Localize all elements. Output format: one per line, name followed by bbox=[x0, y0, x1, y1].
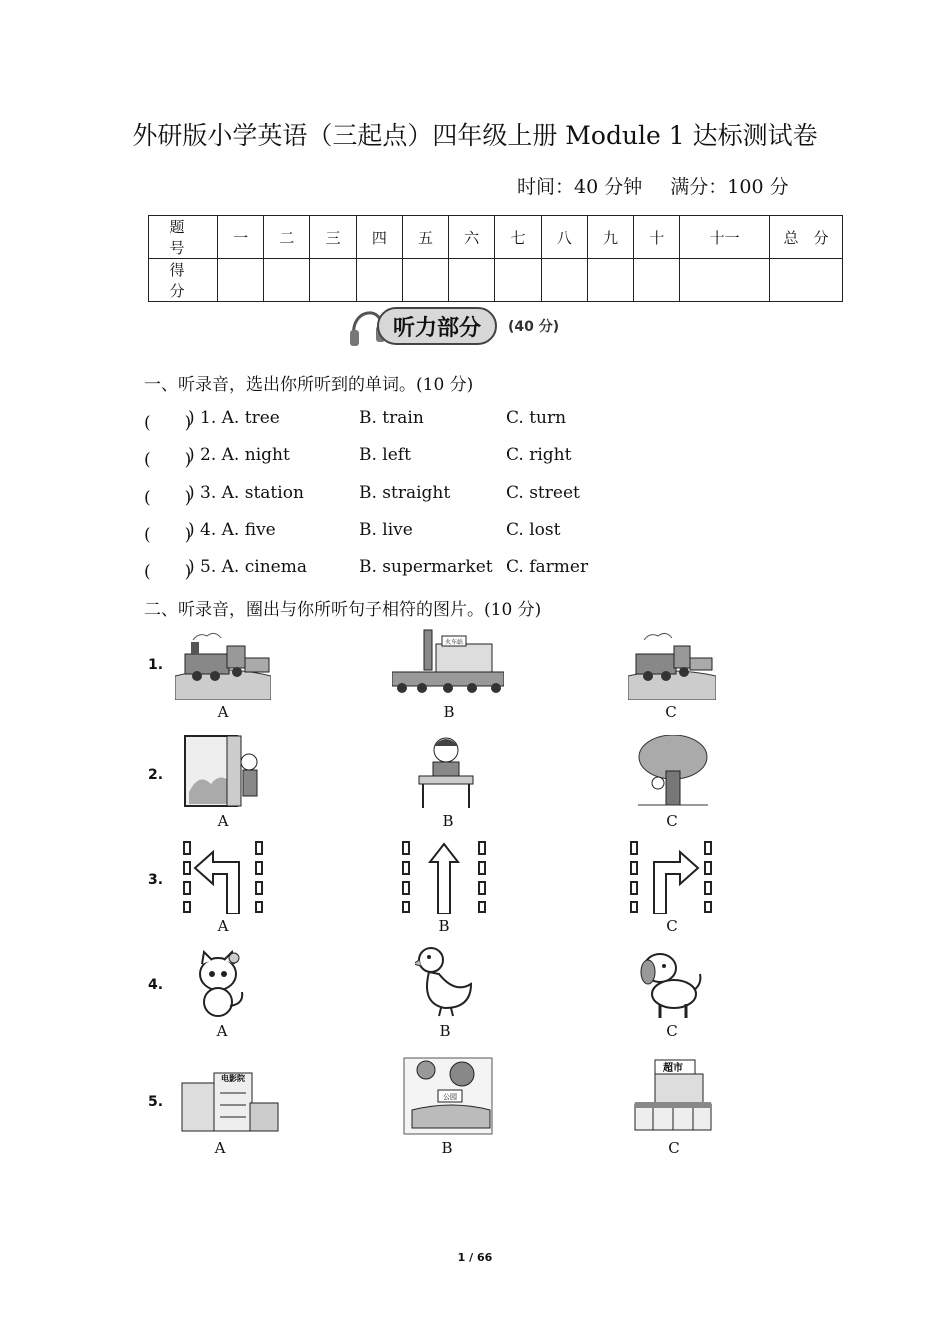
left-arrow-icon bbox=[195, 852, 239, 914]
question-row bbox=[144, 445, 764, 469]
page-title: 外研版小学英语（三起点）四年级上册 Module 1 达标测试卷 bbox=[132, 121, 818, 150]
score-cell[interactable] bbox=[356, 259, 402, 302]
score-cell[interactable] bbox=[218, 259, 264, 302]
answer-bracket[interactable]: ( ) bbox=[144, 450, 192, 470]
option-label-c: C bbox=[668, 1139, 680, 1157]
station-sign: 火车站 bbox=[444, 639, 464, 646]
score-cell[interactable] bbox=[541, 259, 587, 302]
cat-picture[interactable] bbox=[190, 950, 250, 1020]
score-cell[interactable] bbox=[587, 259, 633, 302]
go-straight-picture[interactable] bbox=[402, 840, 486, 914]
train-hill-picture[interactable] bbox=[175, 628, 271, 700]
time-limit: 时间：40 分钟 bbox=[517, 176, 643, 198]
park-sign: 公园 bbox=[443, 1093, 457, 1101]
score-header-cell: 四 bbox=[356, 216, 402, 259]
option-a: ) 3. A. station bbox=[188, 483, 304, 503]
answer-bracket[interactable]: ( ) bbox=[144, 413, 192, 433]
option-label-c: C bbox=[666, 1022, 678, 1040]
item-number: 1. bbox=[148, 657, 164, 673]
park-picture[interactable] bbox=[402, 1052, 494, 1136]
option-label-c: C bbox=[666, 917, 678, 935]
option-label-b: B bbox=[438, 917, 450, 935]
banner-points: (40 分) bbox=[508, 319, 560, 335]
score-header-cell: 十一 bbox=[680, 216, 770, 259]
boy-at-door-picture[interactable] bbox=[183, 732, 263, 808]
cinema-picture[interactable] bbox=[180, 1063, 280, 1133]
boy-at-desk-picture[interactable] bbox=[415, 734, 477, 808]
option-label-b: B bbox=[443, 703, 455, 721]
option-b: B. live bbox=[359, 520, 413, 540]
question-row bbox=[144, 557, 764, 581]
score-cell[interactable] bbox=[495, 259, 541, 302]
score-table-score-row bbox=[149, 259, 843, 302]
score-header-cell: 题 号 bbox=[149, 216, 218, 259]
item-number: 3. bbox=[148, 872, 164, 888]
option-a: ) 5. A. cinema bbox=[188, 557, 307, 577]
option-label-a: A bbox=[217, 917, 229, 935]
question-row bbox=[144, 483, 764, 507]
dog-picture[interactable] bbox=[638, 950, 704, 1020]
cinema-sign: 电影院 bbox=[221, 1074, 245, 1083]
page-number: 1 / 66 bbox=[457, 1251, 493, 1264]
item-number: 2. bbox=[148, 767, 164, 783]
option-label-b: B bbox=[442, 812, 454, 830]
supermarket-picture[interactable] bbox=[633, 1058, 713, 1132]
option-label-a: A bbox=[216, 1022, 228, 1040]
question-row bbox=[144, 408, 764, 432]
score-header-cell: 六 bbox=[449, 216, 495, 259]
supermarket-sign: 超市 bbox=[663, 1063, 683, 1074]
exam-info bbox=[517, 172, 811, 199]
option-a: ) 2. A. night bbox=[188, 445, 290, 465]
score-table bbox=[148, 215, 843, 302]
score-header-cell: 一 bbox=[218, 216, 264, 259]
option-label-b: B bbox=[439, 1022, 451, 1040]
up-arrow-icon bbox=[430, 844, 458, 914]
item-number: 4. bbox=[148, 977, 164, 993]
score-header-cell: 三 bbox=[310, 216, 356, 259]
score-header-cell: 九 bbox=[587, 216, 633, 259]
score-table-header-row bbox=[149, 216, 843, 259]
option-b: B. train bbox=[359, 408, 424, 428]
option-c: C. lost bbox=[506, 520, 561, 540]
train-hill-picture[interactable] bbox=[628, 630, 716, 700]
turn-left-picture[interactable] bbox=[183, 840, 263, 914]
score-cell[interactable] bbox=[770, 259, 843, 302]
score-cell[interactable] bbox=[680, 259, 770, 302]
option-label-b: B bbox=[441, 1139, 453, 1157]
option-label-a: A bbox=[214, 1139, 226, 1157]
option-label-c: C bbox=[666, 812, 678, 830]
option-b: B. supermarket bbox=[359, 557, 493, 577]
score-cell[interactable] bbox=[634, 259, 680, 302]
banner-title: 听力部分 bbox=[392, 316, 482, 341]
score-cell[interactable] bbox=[402, 259, 448, 302]
score-cell[interactable] bbox=[310, 259, 356, 302]
answer-bracket[interactable]: ( ) bbox=[144, 525, 192, 545]
score-header-cell: 八 bbox=[541, 216, 587, 259]
option-a: ) 1. A. tree bbox=[188, 408, 280, 428]
score-header-cell: 十 bbox=[634, 216, 680, 259]
option-b: B. left bbox=[359, 445, 411, 465]
option-c: C. turn bbox=[506, 408, 567, 428]
question-row bbox=[144, 520, 764, 544]
item-number: 5. bbox=[148, 1094, 164, 1110]
option-a: ) 4. A. five bbox=[188, 520, 276, 540]
full-score: 满分：100 分 bbox=[670, 176, 789, 198]
answer-bracket[interactable]: ( ) bbox=[144, 488, 192, 508]
right-arrow-icon bbox=[654, 852, 698, 914]
section1-title: 一、听录音，选出你所听到的单词。(10 分) bbox=[144, 375, 474, 395]
listening-banner bbox=[348, 300, 583, 350]
turn-right-picture[interactable] bbox=[630, 840, 712, 914]
option-label-c: C bbox=[665, 703, 677, 721]
train-station-picture[interactable] bbox=[392, 626, 504, 696]
option-b: B. straight bbox=[359, 483, 451, 503]
score-header-cell: 七 bbox=[495, 216, 541, 259]
section2-title: 二、听录音，圈出与你所听句子相符的图片。(10 分) bbox=[144, 600, 542, 620]
option-c: C. street bbox=[506, 483, 580, 503]
boy-behind-tree-picture[interactable] bbox=[638, 735, 708, 807]
score-header-cell: 二 bbox=[264, 216, 310, 259]
option-label-a: A bbox=[217, 812, 229, 830]
duck-picture[interactable] bbox=[415, 944, 475, 1018]
score-cell[interactable] bbox=[449, 259, 495, 302]
answer-bracket[interactable]: ( ) bbox=[144, 562, 192, 582]
score-row-label: 得 分 bbox=[149, 259, 218, 302]
score-header-cell: 五 bbox=[402, 216, 448, 259]
score-header-cell: 总 分 bbox=[770, 216, 843, 259]
score-cell[interactable] bbox=[264, 259, 310, 302]
option-c: C. right bbox=[506, 445, 572, 465]
option-label-a: A bbox=[217, 703, 229, 721]
option-c: C. farmer bbox=[506, 557, 589, 577]
